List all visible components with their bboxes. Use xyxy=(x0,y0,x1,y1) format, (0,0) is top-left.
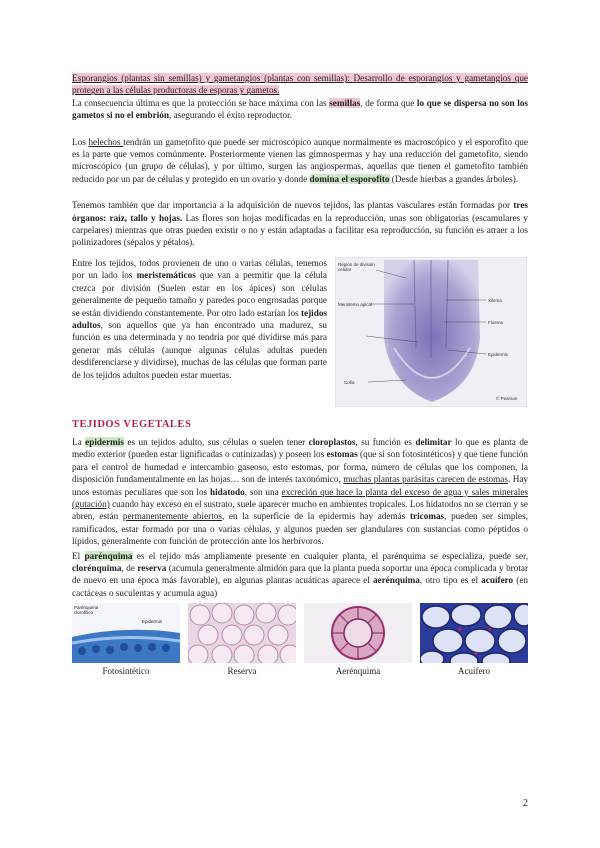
term-reserva: reserva xyxy=(137,562,167,573)
term-clorenquima: clorénquima xyxy=(72,562,122,573)
term-estomas: estomas xyxy=(326,449,358,460)
page-content xyxy=(72,72,528,676)
text-run: , su función es xyxy=(355,436,416,447)
label-epidermis: Epidermis xyxy=(488,351,509,357)
text-run: , de xyxy=(121,562,138,573)
intro-paragraph xyxy=(72,97,528,122)
term-hidatodo: hidatodo xyxy=(209,486,245,497)
root-tip-illustration xyxy=(336,258,526,406)
term-tres-organos: tres órganos: raíz, tallo y hojas. xyxy=(72,200,528,223)
photo-fotosintetico-image xyxy=(72,603,180,663)
label-xilema: Xilema xyxy=(488,297,502,303)
term-epidermis: epidermis xyxy=(85,436,124,447)
section-title: TEJIDOS VEGETALES xyxy=(72,418,192,430)
text-run: lo que es planta de medio exterior (pueden estar lignificadas o cutinizadas) y poseen los xyxy=(72,436,528,460)
term-acuifero: acuífero xyxy=(481,575,514,586)
label-meristem-apical-top: Meristemo apical xyxy=(338,301,373,307)
photo-aerenquima-image xyxy=(304,603,412,663)
photo-acuifero-image xyxy=(420,603,528,663)
label-cofia: Cofia xyxy=(344,379,355,385)
text-run: Tenemos también que dar importancia a la adquisición de nuevos tejidos, las plantas vasculares están formadas por xyxy=(72,200,514,211)
term-helechos: helechos xyxy=(88,136,124,147)
text-run: , otro tipo es el xyxy=(419,575,482,586)
phrase-parasitas: muchas plantas parásitas carecen de estomas xyxy=(343,474,508,485)
text-run: , asegurando el éxito reproductor. xyxy=(168,110,292,121)
term-meristematicos: meristemáticos xyxy=(136,270,196,281)
text-run: La consecuencia última es que la protección se hace máxima con las xyxy=(72,97,330,108)
text-run: (Desde hierbas a grandes árboles). xyxy=(389,173,519,184)
text-run: Los xyxy=(72,136,89,147)
term-parenquima: parénquima xyxy=(84,550,133,561)
label-epidermis-photo: Epidermis xyxy=(142,619,163,625)
text-run: Entre los tejidos, todos provienen de uno o varias células, tenemos por un lado los xyxy=(72,257,327,281)
text-run: . Hay unos estomas peculiares que son los xyxy=(72,474,528,497)
label-region-division: Región de división celular xyxy=(338,261,375,272)
term-semillas: semillas xyxy=(329,97,361,108)
text-run: es un tejidos adulto, sus células o suelen tener xyxy=(123,436,309,447)
text-run: , son una xyxy=(244,486,282,497)
photo-acuifero xyxy=(420,603,528,676)
meristem-figure xyxy=(335,257,527,407)
meristemos-paragraph xyxy=(72,257,327,407)
text-run: , en la superficie de la epidermis hay además xyxy=(221,511,410,522)
text-run: (que si son fotosintéticos) y que tiene función para el control de humedad e intercambio gaseoso, esto estomas, por forma, número de células que los componen, la disposición fundamentalmente en las hojas… son de interés taxonómico, xyxy=(72,449,528,485)
caption-aerenquima: Aerénquima xyxy=(335,666,381,677)
meristem-section xyxy=(72,257,528,407)
term-tricomas: tricomas xyxy=(409,511,445,522)
epidermis-paragraph xyxy=(72,436,528,548)
term-delimitar: delimitar xyxy=(415,436,452,447)
label-parenquima-clorofilico: Parénquima clorofílico xyxy=(74,605,99,616)
text-run: tendrán un gametofito que puede ser microscópico aunque normalmente es macroscópico y el esporofito que es la parte que vemos comúnmente. Posteriormente vienen las gimnospermas y hay una reducción del gametofito, siendo microscópico (un grupo de células), y por último, surgen las angiospermas, aquellas que tienen el gametofito también reducido por un par de células y protegido en un ovario y donde xyxy=(72,136,528,184)
parenquima-paragraph xyxy=(72,550,528,600)
text-run: , pueden ser simples, ramificados, estar formado por una o varias células, y algunos pueden ser glandulares con sustancias como péptidos o lípidos, generalmente con función de protección ante los herbívoros. xyxy=(72,511,529,547)
photo-reserva-image xyxy=(188,603,296,663)
text-run: , de forma que xyxy=(360,97,417,108)
phrase-gutacion: excreción que hace la planta del exceso de agua y sales minerales (gutación) xyxy=(72,486,529,509)
photo-reserva xyxy=(188,603,296,676)
text-run: es el tejido más ampliamente presente en cualquier planta, el parénquima se especializa, puede ser, xyxy=(132,550,528,561)
figure-credit: © Pearson xyxy=(496,395,518,401)
caption-fotosintetico: Fotosintético xyxy=(102,666,150,677)
text-run: , son aquellos que ya han encontrado una madurez, su función es una determinada y no tendría por qué dividirse más para generar más células (aunque algunas células adultas pueden desdiferenciarse y dividirse), muchas de las células que forman parte de los tejidos adultos pueden estar muertas. xyxy=(72,319,327,380)
text-run: cuando hay exceso en el sustrato, suele aparecer mucho en ambientes tropicales. Los hidatodos no se cierran y se abren, están xyxy=(72,498,528,522)
term-cloroplastos: cloroplastos xyxy=(308,436,356,447)
parenchyma-photos xyxy=(72,603,528,676)
photo-aerenquima xyxy=(304,603,412,676)
text-run: El xyxy=(72,550,85,561)
intro-heading xyxy=(72,72,528,97)
term-domina-esporofito: domina el esporofito xyxy=(309,173,390,184)
page-number: 2 xyxy=(523,798,528,809)
text-run: Las flores son hojas modificadas en la reproducción, unas son obligatorias (escamulares y carpelares) mientras que otras pueden existir o no y están adaptadas a facilitar esa reproducción, su función es atraer a los polinizadores (sépalos y pétalos). xyxy=(72,212,528,248)
text-run: (en cactáceas o suculentas y acumula agua) xyxy=(72,575,529,598)
text-run: que van a permitir que la célula crezca por división (Suelen estar en los ápices) son células generalmente de pequeño tamaño y paredes poco engrosadas porque se están dividiendo constantemente. Por otro lado estarían los xyxy=(72,270,327,318)
helechos-paragraph xyxy=(72,136,528,186)
caption-acuifero: Acuífero xyxy=(458,666,490,677)
intro-heading-text: Esporangios (plantas sin semillas) y gametangios (plantas con semillas): Desarrollo de esporangios y gametangios que protegen a las células productoras de esporas y gametos. xyxy=(72,73,528,96)
caption-reserva: Reserva xyxy=(227,666,257,677)
tejidos-paragraph xyxy=(72,199,528,249)
text-run: (acumula generalmente almidón para que la planta pueda soportar una época complicada y brotar de nuevo en una época más favorable), en algunas plantas acuáticas aparece el xyxy=(72,562,529,586)
emphasis-embrion: lo que se dispersa no son los gametos si no el embrión xyxy=(72,97,528,121)
photo-fotosintetico xyxy=(72,603,180,676)
root-tip-shape xyxy=(384,260,480,402)
text-run: La xyxy=(72,436,86,447)
label-floema: Floema xyxy=(488,319,504,325)
phrase-abiertos: permanentemente abiertos xyxy=(122,511,222,522)
term-tejidos-adultos: tejidos adultos xyxy=(72,307,327,330)
term-aerenquima: aerénquima xyxy=(372,575,420,586)
